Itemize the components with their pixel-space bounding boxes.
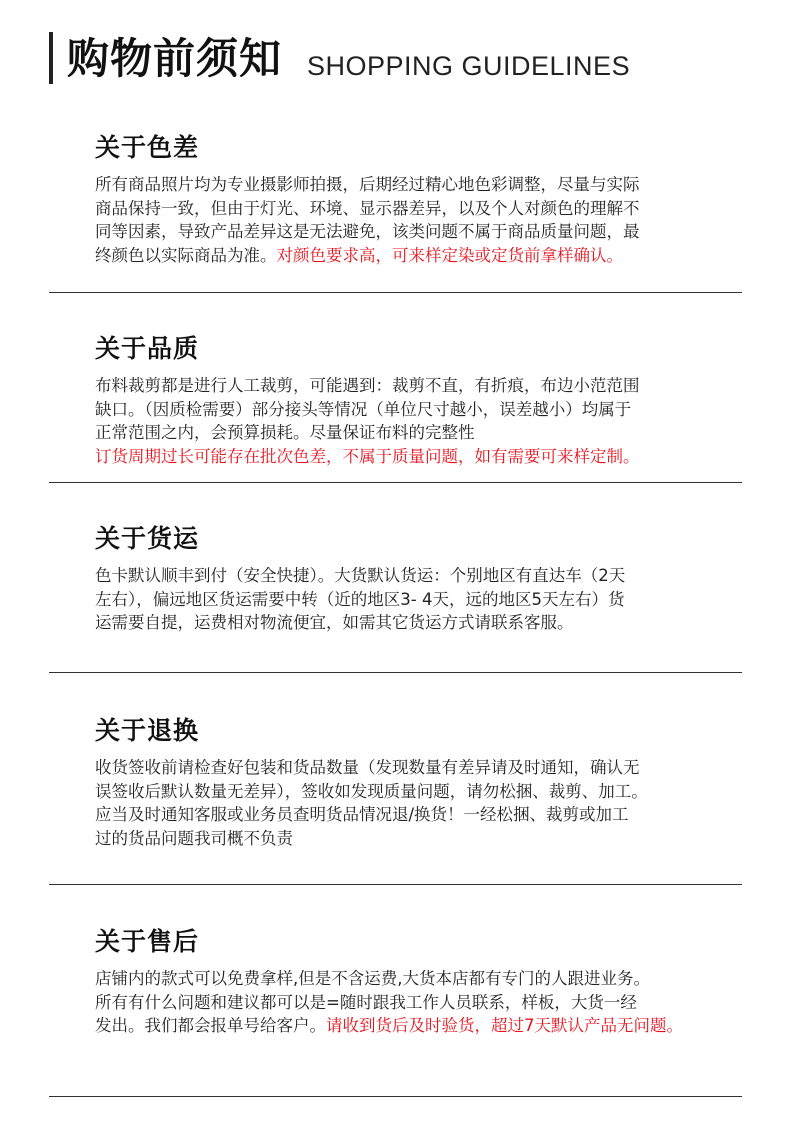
highlight-note: 对颜色要求高，可来样定染或定货前拿样确认。 — [276, 245, 623, 265]
section-title: 关于品质 — [95, 334, 200, 363]
page-subtitle: SHOPPING GUIDELINES — [307, 51, 631, 81]
body-line — [95, 1014, 705, 1038]
body-text: 终颜色以实际商品为准。 — [95, 245, 277, 265]
body-line: 商品保持一致，但由于灯光、环境、显示器差异，以及个人对颜色的理解不 — [95, 198, 640, 218]
body-line: 左右），偏远地区货运需要中转（近的地区3- 4天，远的地区5天左右）货 — [95, 589, 625, 609]
section-after-sales — [95, 927, 705, 1038]
body-line: 应当及时通知客服或业务员查明货品情况退/换货！一经松捆、裁剪或加工 — [95, 805, 629, 824]
section-divider — [49, 884, 742, 885]
section-body — [95, 374, 705, 468]
body-line: 所有有什么问题和建议都可以是=随时跟我工作人员联系，样板，大货一经 — [95, 992, 637, 1012]
highlight-note: 请收到货后及时验货，超过7天默认产品无问题。 — [326, 1016, 683, 1035]
header-accent-bar — [49, 32, 53, 84]
section-body — [95, 173, 705, 267]
section-body — [95, 564, 705, 635]
body-line: 收货签收前请检查好包装和货品数量（发现数量有差异请及时通知，确认无 — [95, 758, 640, 777]
body-line: 过的货品问题我司概不负责 — [95, 828, 293, 848]
section-divider — [49, 482, 742, 483]
body-line: 正常范围之内，会预算损耗。尽量保证布料的完整性 — [95, 423, 475, 442]
page-title: 购物前须知 — [67, 34, 283, 83]
section-title: 关于色差 — [95, 133, 200, 162]
highlight-note: 订货周期过长可能存在批次色差，不属于质量问题，如有需要可来样定制。 — [95, 446, 640, 466]
body-line: 同等因素，导致产品差异这是无法避免，该类问题不属于商品质量问题，最 — [95, 222, 640, 241]
section-body — [95, 967, 705, 1038]
section-quality — [95, 334, 705, 468]
body-line: 色卡默认顺丰到付（安全快捷）。大货默认货运：个别地区有直达车（2天 — [95, 566, 626, 585]
body-line: 店铺内的款式可以免费拿样,但是不含运费,大货本店都有专门的人跟进业务。 — [95, 969, 650, 988]
section-color-difference — [95, 133, 705, 267]
section-divider — [49, 672, 742, 673]
body-text: 发出。我们都会报单号给客户。 — [95, 1016, 326, 1035]
section-title: 关于退换 — [95, 716, 200, 745]
body-line — [95, 244, 705, 268]
section-returns — [95, 716, 705, 850]
section-title: 关于货运 — [95, 524, 200, 553]
section-title: 关于售后 — [95, 927, 200, 956]
body-line: 所有商品照片均为专业摄影师拍摄，后期经过精心地色彩调整，尽量与实际 — [95, 175, 640, 194]
body-line: 误签收后默认数量无差异），签收如发现质量问题，请勿松捆、裁剪、加工。 — [95, 781, 648, 801]
section-body — [95, 756, 705, 850]
section-shipping — [95, 524, 705, 635]
body-line: 布料裁剪都是进行人工裁剪，可能遇到：裁剪不直，有折痕，布边小范范围 — [95, 376, 640, 395]
body-line: 缺口。（因质检需要）部分接头等情况（单位尺寸越小，误差越小）均属于 — [95, 399, 632, 419]
section-divider — [49, 1096, 742, 1097]
section-divider — [49, 292, 742, 293]
body-line: 运需要自提，运费相对物流便宜，如需其它货运方式请联系客服。 — [95, 613, 574, 632]
